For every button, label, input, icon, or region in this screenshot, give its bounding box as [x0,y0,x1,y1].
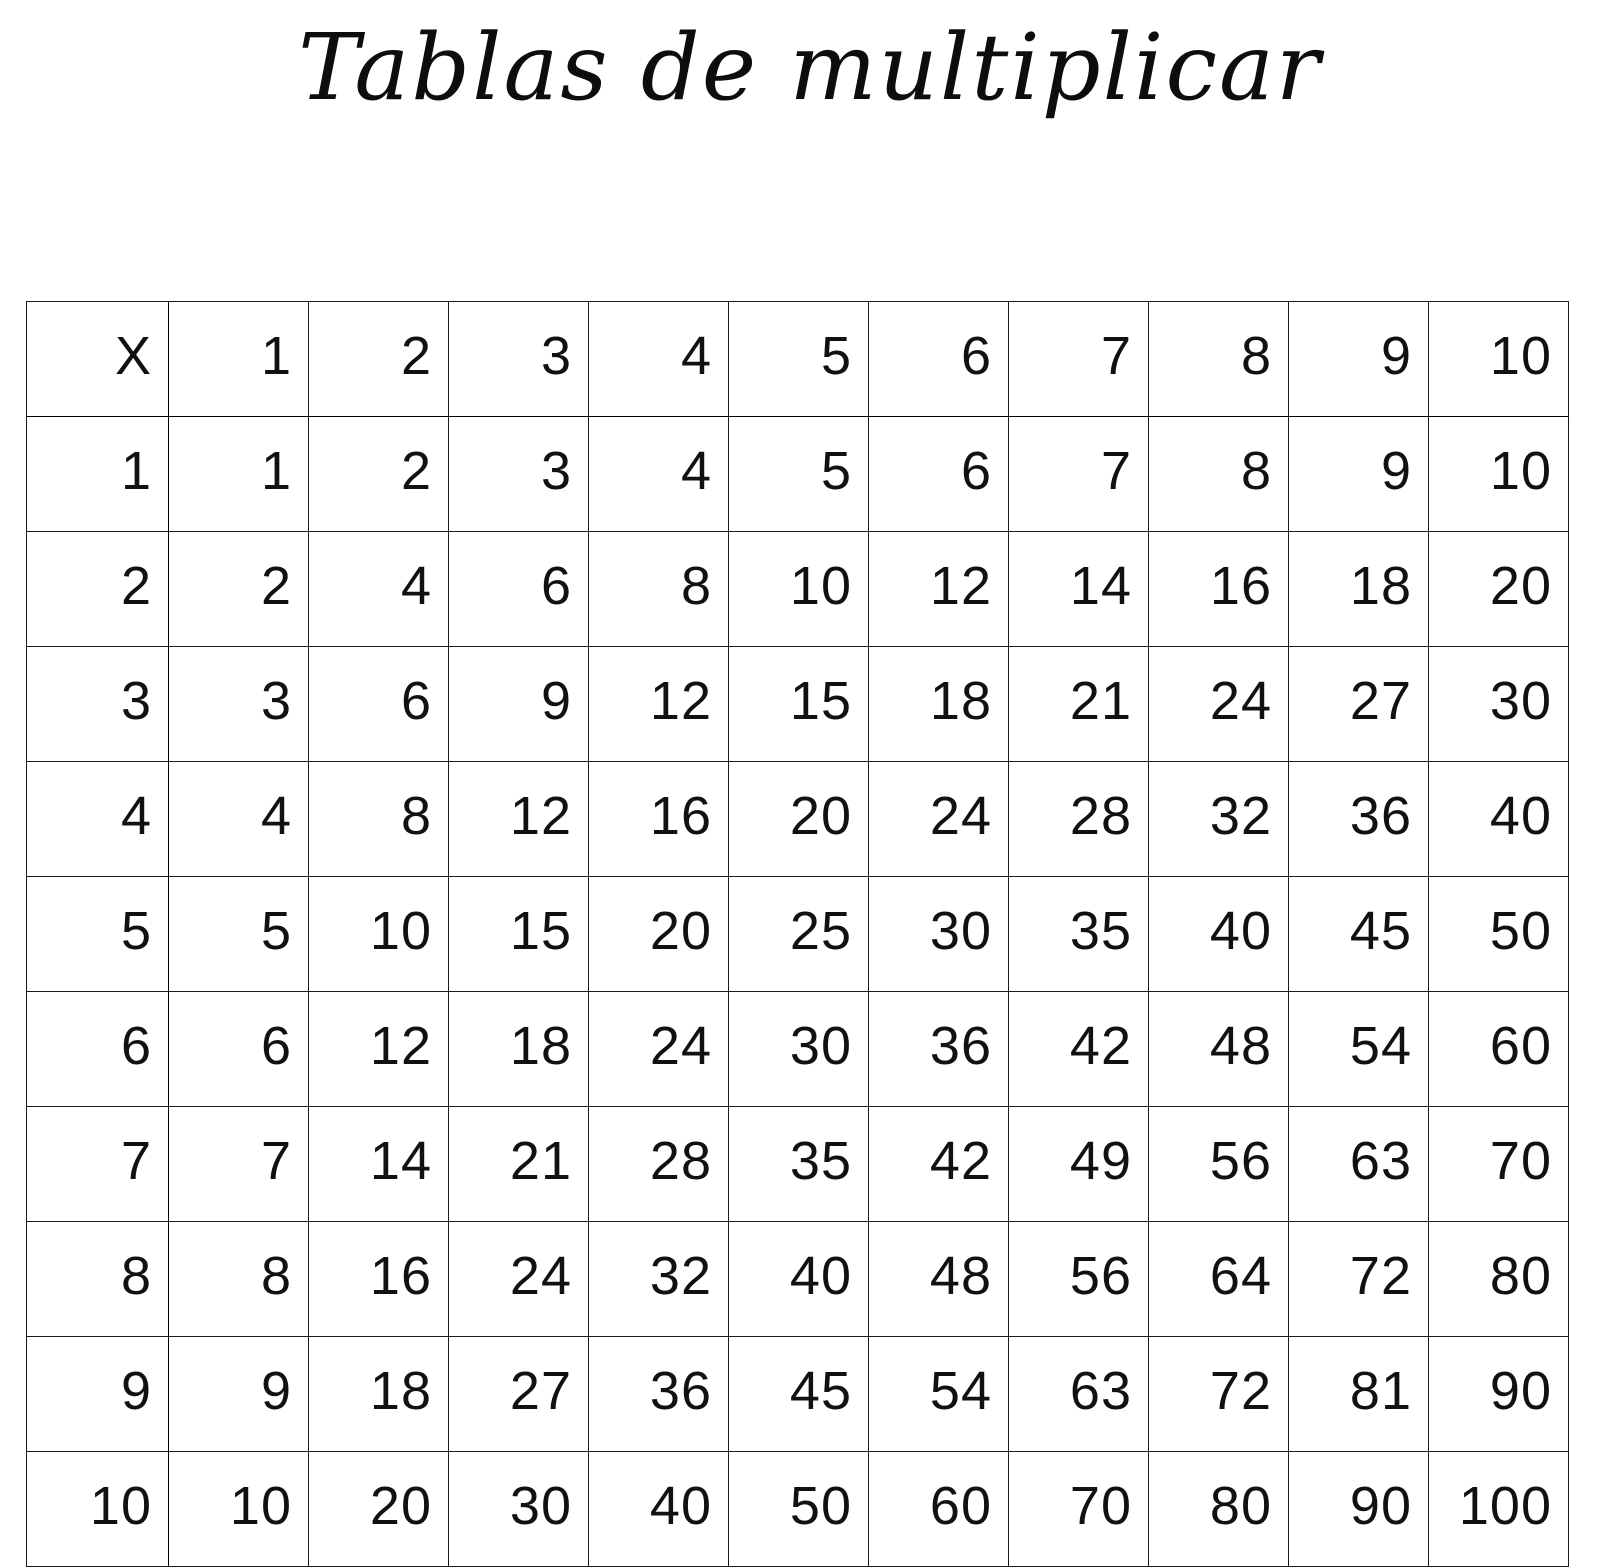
product-cell: 6 [309,647,449,762]
product-cell: 3 [449,417,589,532]
product-cell: 24 [589,992,729,1107]
table-row [27,877,1569,992]
product-cell: 16 [589,762,729,877]
product-cell: 3 [169,647,309,762]
product-cell: 45 [1289,877,1429,992]
product-cell: 80 [1149,1452,1289,1567]
product-cell: 20 [729,762,869,877]
product-cell: 9 [1289,417,1429,532]
product-cell: 14 [1009,532,1149,647]
product-cell: 12 [309,992,449,1107]
table-row [27,1452,1569,1567]
product-cell: 36 [869,992,1009,1107]
product-cell: 6 [169,992,309,1107]
row-header: 9 [27,1337,169,1452]
product-cell: 8 [169,1222,309,1337]
product-cell: 12 [869,532,1009,647]
product-cell: 6 [449,532,589,647]
row-header: 7 [27,1107,169,1222]
column-header: 8 [1149,302,1289,417]
product-cell: 30 [1429,647,1569,762]
table-row [27,1222,1569,1337]
product-cell: 5 [729,417,869,532]
product-cell: 49 [1009,1107,1149,1222]
column-header: 1 [169,302,309,417]
product-cell: 60 [1429,992,1569,1107]
row-header: 6 [27,992,169,1107]
table-body [27,302,1569,1567]
row-header: 5 [27,877,169,992]
product-cell: 45 [729,1337,869,1452]
product-cell: 1 [169,417,309,532]
product-cell: 48 [869,1222,1009,1337]
product-cell: 90 [1289,1452,1429,1567]
product-cell: 90 [1429,1337,1569,1452]
product-cell: 12 [449,762,589,877]
product-cell: 36 [589,1337,729,1452]
product-cell: 32 [1149,762,1289,877]
row-header: 8 [27,1222,169,1337]
column-header: 2 [309,302,449,417]
table-header-row [27,302,1569,417]
product-cell: 6 [869,417,1009,532]
product-cell: 9 [169,1337,309,1452]
table-row [27,417,1569,532]
product-cell: 2 [309,417,449,532]
product-cell: 40 [729,1222,869,1337]
row-header: 2 [27,532,169,647]
column-header: 4 [589,302,729,417]
row-header: 10 [27,1452,169,1567]
product-cell: 4 [309,532,449,647]
multiplication-table-container [26,301,1568,1567]
product-cell: 50 [729,1452,869,1567]
product-cell: 72 [1289,1222,1429,1337]
product-cell: 100 [1429,1452,1569,1567]
product-cell: 56 [1149,1107,1289,1222]
product-cell: 30 [869,877,1009,992]
column-header: 9 [1289,302,1429,417]
product-cell: 18 [449,992,589,1107]
product-cell: 8 [309,762,449,877]
product-cell: 9 [449,647,589,762]
product-cell: 54 [1289,992,1429,1107]
column-header: 6 [869,302,1009,417]
product-cell: 18 [309,1337,449,1452]
product-cell: 4 [169,762,309,877]
table-row [27,992,1569,1107]
product-cell: 14 [309,1107,449,1222]
product-cell: 56 [1009,1222,1149,1337]
product-cell: 16 [309,1222,449,1337]
product-cell: 54 [869,1337,1009,1452]
product-cell: 20 [309,1452,449,1567]
product-cell: 7 [1009,417,1149,532]
product-cell: 15 [449,877,589,992]
product-cell: 8 [589,532,729,647]
product-cell: 15 [729,647,869,762]
product-cell: 21 [449,1107,589,1222]
product-cell: 10 [309,877,449,992]
column-header: 10 [1429,302,1569,417]
product-cell: 81 [1289,1337,1429,1452]
product-cell: 24 [449,1222,589,1337]
product-cell: 70 [1009,1452,1149,1567]
product-cell: 27 [449,1337,589,1452]
product-cell: 24 [1149,647,1289,762]
product-cell: 80 [1429,1222,1569,1337]
column-header: 3 [449,302,589,417]
table-corner-label: X [27,302,169,417]
row-header: 3 [27,647,169,762]
row-header: 1 [27,417,169,532]
product-cell: 40 [1149,877,1289,992]
row-header: 4 [27,762,169,877]
table-row [27,647,1569,762]
product-cell: 48 [1149,992,1289,1107]
product-cell: 5 [169,877,309,992]
product-cell: 60 [869,1452,1009,1567]
product-cell: 30 [449,1452,589,1567]
product-cell: 16 [1149,532,1289,647]
product-cell: 42 [869,1107,1009,1222]
product-cell: 7 [169,1107,309,1222]
product-cell: 35 [1009,877,1149,992]
table-row [27,1107,1569,1222]
product-cell: 4 [589,417,729,532]
product-cell: 64 [1149,1222,1289,1337]
product-cell: 10 [1429,417,1569,532]
product-cell: 28 [589,1107,729,1222]
product-cell: 27 [1289,647,1429,762]
table-row [27,532,1569,647]
product-cell: 25 [729,877,869,992]
product-cell: 2 [169,532,309,647]
product-cell: 28 [1009,762,1149,877]
product-cell: 70 [1429,1107,1569,1222]
product-cell: 30 [729,992,869,1107]
product-cell: 24 [869,762,1009,877]
product-cell: 40 [1429,762,1569,877]
product-cell: 12 [589,647,729,762]
product-cell: 8 [1149,417,1289,532]
product-cell: 20 [589,877,729,992]
product-cell: 63 [1009,1337,1149,1452]
table-row [27,1337,1569,1452]
product-cell: 36 [1289,762,1429,877]
product-cell: 50 [1429,877,1569,992]
product-cell: 63 [1289,1107,1429,1222]
table-row [27,762,1569,877]
product-cell: 18 [1289,532,1429,647]
product-cell: 35 [729,1107,869,1222]
column-header: 7 [1009,302,1149,417]
column-header: 5 [729,302,869,417]
product-cell: 10 [729,532,869,647]
page-title: Tablas de multiplicar [298,14,1322,121]
product-cell: 10 [169,1452,309,1567]
product-cell: 72 [1149,1337,1289,1452]
product-cell: 18 [869,647,1009,762]
product-cell: 40 [589,1452,729,1567]
product-cell: 20 [1429,532,1569,647]
product-cell: 42 [1009,992,1149,1107]
multiplication-table [26,301,1569,1567]
product-cell: 21 [1009,647,1149,762]
product-cell: 32 [589,1222,729,1337]
